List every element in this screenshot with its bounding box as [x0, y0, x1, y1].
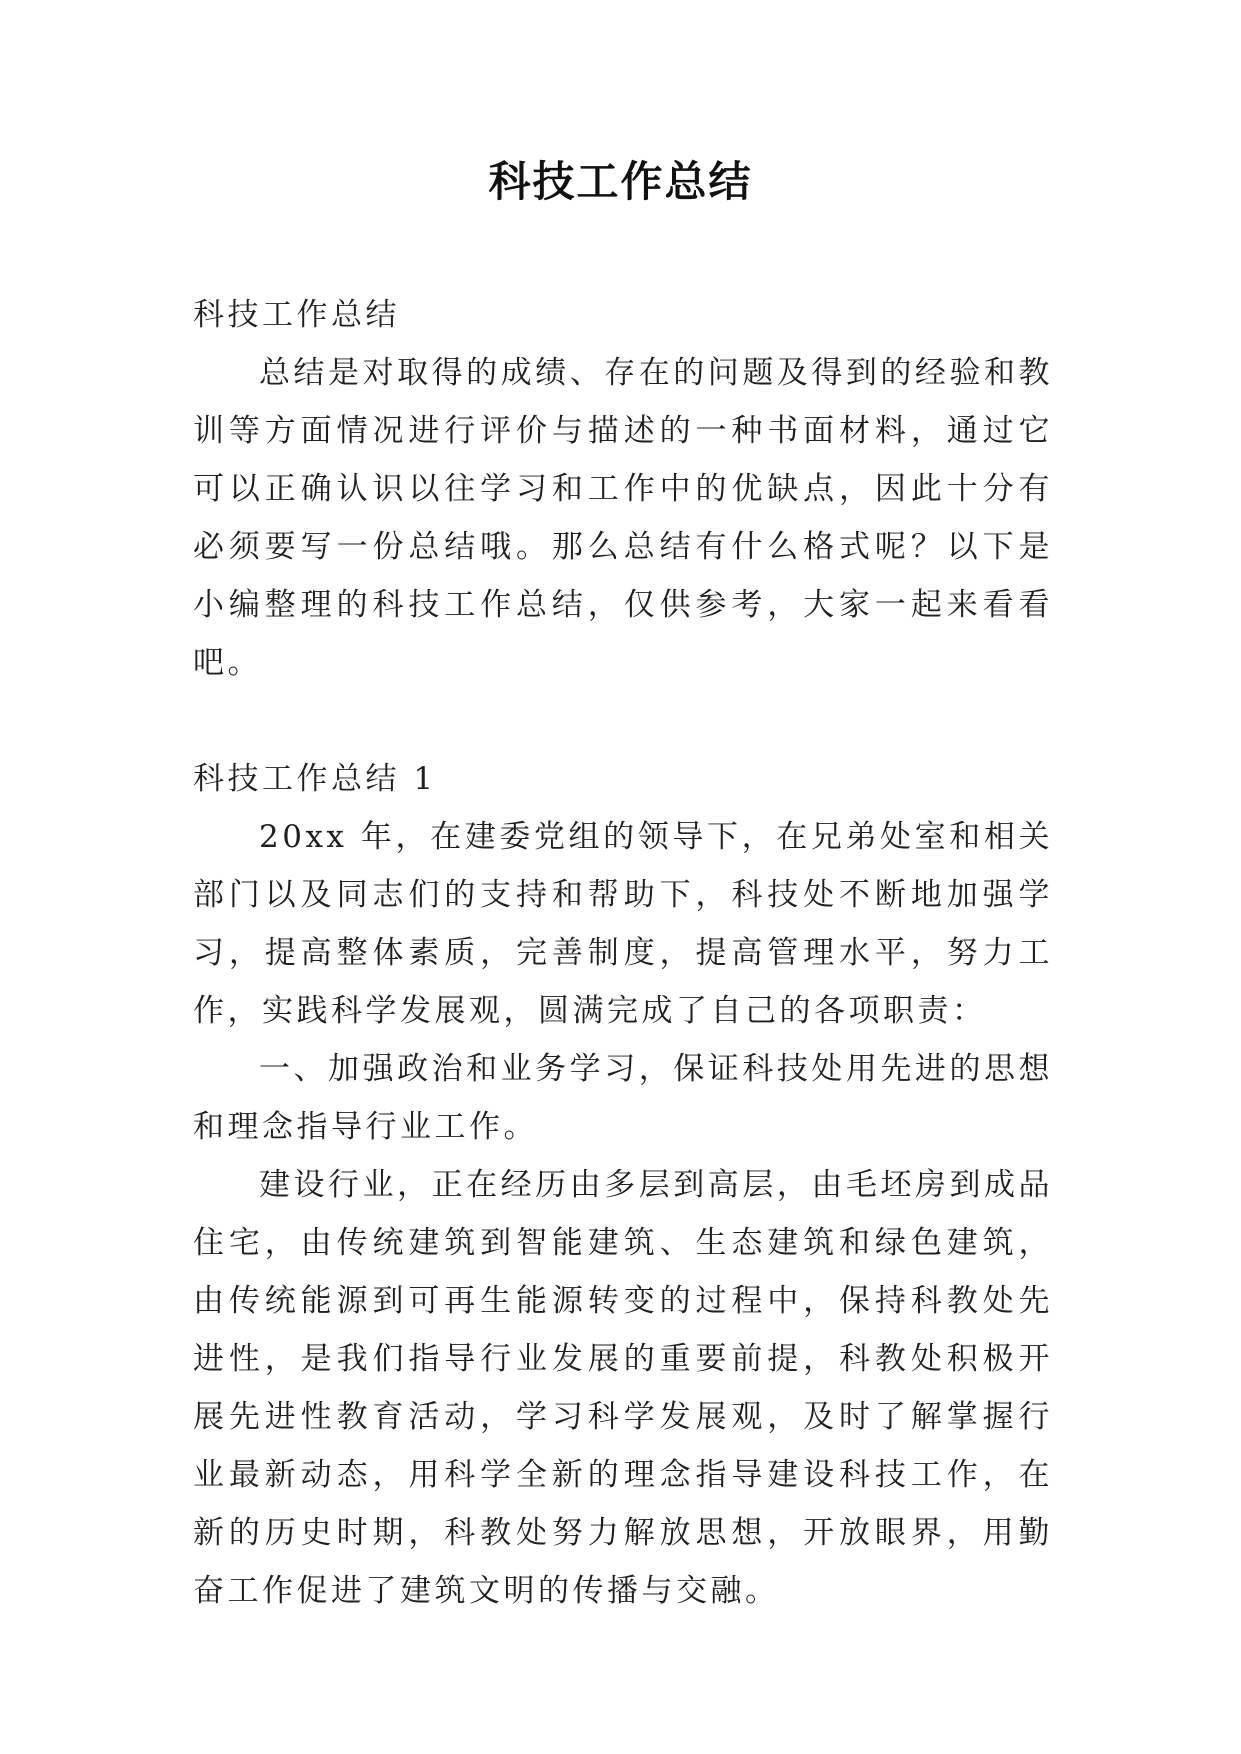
document-body [193, 286, 1053, 1620]
intro-paragraph: 总结是对取得的成绩、存在的问题及得到的经验和教训等方面情况进行评价与描述的一种书面材料，通过它可以正确认识以往学习和工作中的优缺点，因此十分有必须要写一份总结哦。那么总结有什么格式呢？以下是小编整理的科技工作总结，仅供参考，大家一起来看看吧。 [193, 355, 1053, 681]
body-paragraph: 20xx 年，在建委党组的领导下，在兄弟处室和相关部门以及同志们的支持和帮助下，科技处不断地加强学习，提高整体素质，完善制度，提高管理水平，努力工作，实践科学发展观，圆满完成了自己的各项职责： [193, 819, 1053, 1029]
section-heading: 科技工作总结 [193, 297, 400, 333]
body-paragraph: 建设行业，正在经历由多层到高层，由毛坯房到成品住宅，由传统建筑到智能建筑、生态建筑和绿色建筑，由传统能源到可再生能源转变的过程中，保持科教处先进性，是我们指导行业发展的重要前提，科教处积极开展先进性教育活动，学习科学发展观，及时了解掌握行业最新动态，用科学全新的理念指导建设科技工作，在新的历史时期，科教处努力解放思想，开放眼界，用勤奋工作促进了建筑文明的传播与交融。 [193, 1167, 1053, 1609]
body-paragraph: 一、加强政治和业务学习，保证科技处用先进的思想和理念指导行业工作。 [193, 1051, 1053, 1145]
section-heading: 科技工作总结 1 [193, 761, 437, 797]
section-spacer [193, 692, 1053, 750]
document-title: 科技工作总结 [488, 157, 753, 206]
